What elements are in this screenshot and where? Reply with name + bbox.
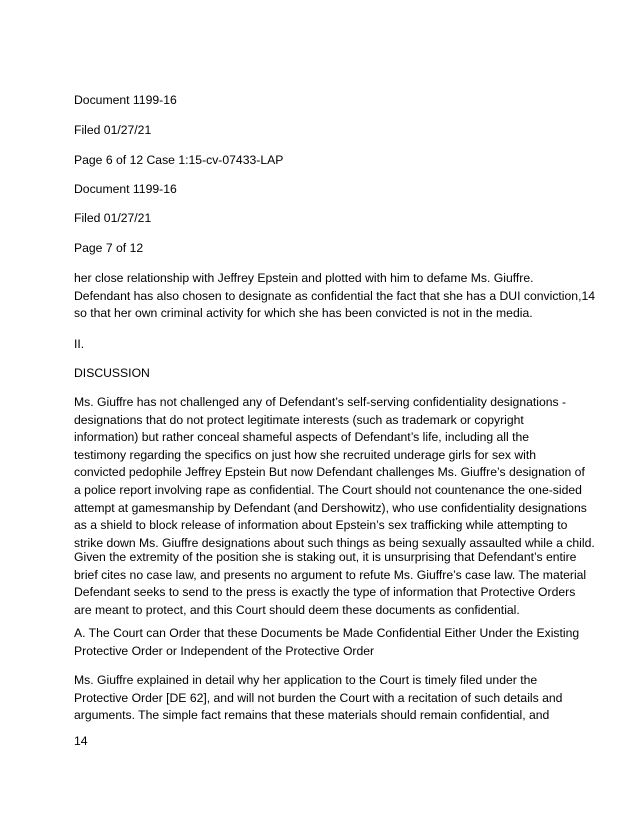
header-page-case: Page 6 of 12 Case 1:15-cv-07433-LAP [74, 153, 284, 167]
text-line: convicted pedophile Jeffrey Epstein But now Defendant challenges Ms. Giuffre’s designation of [74, 465, 585, 480]
header-document-number-2: Document 1199-16 [74, 182, 177, 196]
text-line: Given the extremity of the position she is staking out, it is unsurprising that Defendant’s entire [74, 550, 577, 564]
header-page-count: Page 7 of 12 [74, 241, 144, 255]
text-line: Defendant has also chosen to designate as confidential the fact that she has a DUI conviction,14 [74, 288, 596, 303]
text-line: Defendant seeks to send to the press is exactly the type of information that Protective Orders [74, 585, 576, 600]
text-line: brief cites no case law, and presents no argument to refute Ms. Giuffre’s case law. The material [74, 567, 587, 582]
text-line: Ms. Giuffre explained in detail why her application to the Court is timely filed under the [74, 673, 538, 687]
text-line: as a shield to block release of information about Epstein’s sex trafficking while attempting to [74, 518, 568, 533]
paragraph-discussion [74, 394, 595, 552]
header-filed-date: Filed 01/27/21 [74, 123, 152, 137]
text-line: so that her own criminal activity for which she has been convicted is not in the media. [74, 306, 533, 321]
header-document-number: Document 1199-16 [74, 93, 177, 107]
text-line: attempt at gamesmanship by Defendant (and Dershowitz), who use confidentiality designations [74, 500, 587, 515]
page-number: 14 [74, 734, 88, 748]
subheading-a [74, 625, 580, 660]
text-line: testimony regarding the specifics on just how she recruited underage girls for sex with [74, 447, 537, 462]
text-line: Protective Order [DE 62], and will not burden the Court with a recitation of such details and [74, 690, 563, 705]
paragraph-extremity [74, 549, 587, 619]
text-line: her close relationship with Jeffrey Epstein and plotted with him to defame Ms. Giuffre. [74, 271, 534, 285]
text-line: designations that do not protect legitimate interests (such as trademark or copyright [74, 412, 524, 427]
text-line: information) but rather conceal shameful aspects of Defendant’s life, including all the [74, 430, 530, 445]
header-filed-date-2: Filed 01/27/21 [74, 211, 152, 225]
text-line: a police report involving rape as confidential. The Court should not countenance the one-sided [74, 482, 582, 497]
section-number: II. [74, 337, 85, 351]
text-line: are meant to protect, and this Court should deem these documents as confidential. [74, 602, 520, 617]
paragraph-explained [74, 672, 574, 725]
paragraph-relationship [74, 270, 596, 323]
text-line: A. The Court can Order that these Documents be Made Confidential Either Under the Existing [74, 626, 580, 640]
text-line: Ms. Giuffre has not challenged any of Defendant’s self-serving confidentiality designations - [74, 395, 567, 409]
text-line: strike down Ms. Giuffre designations about such things as being sexually assaulted while a child. [74, 535, 595, 550]
section-title: DISCUSSION [74, 366, 150, 380]
text-line: arguments. The simple fact remains that these materials should remain confidential, and [74, 708, 550, 723]
text-line: Protective Order or Independent of the Protective Order [74, 643, 375, 658]
